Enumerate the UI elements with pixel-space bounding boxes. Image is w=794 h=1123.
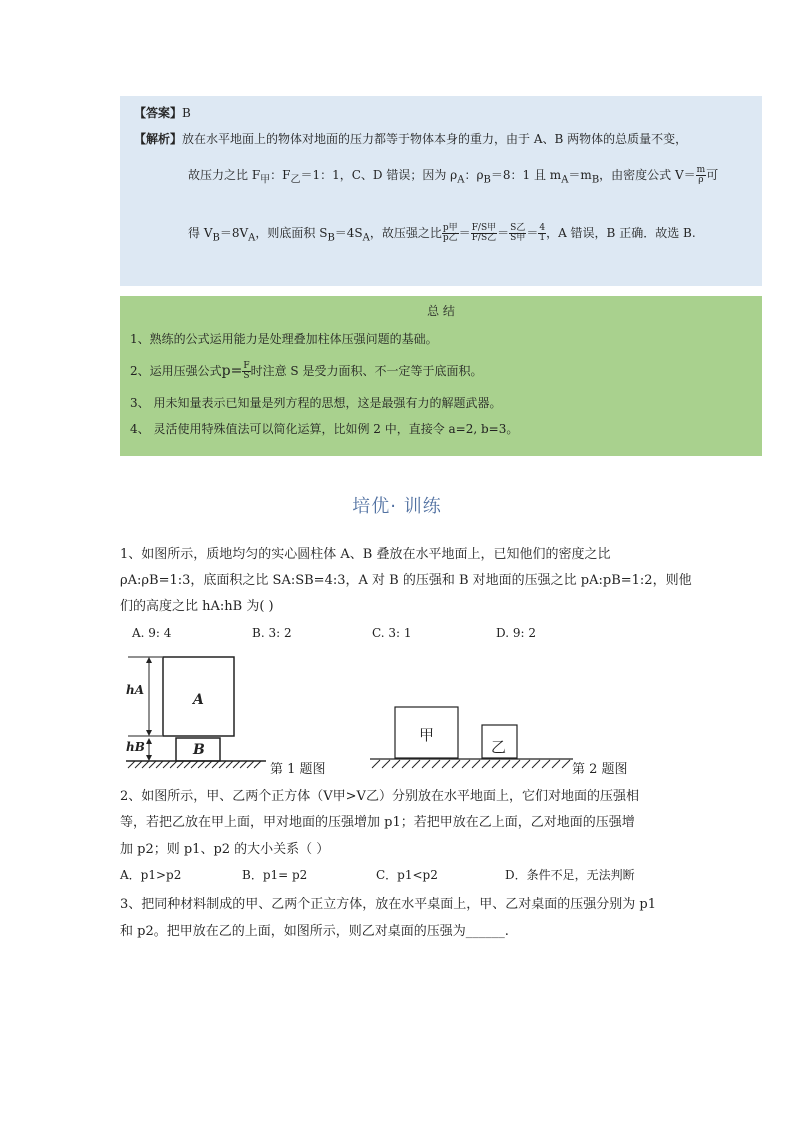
force-area-fraction (471, 224, 497, 243)
analysis-line-1 (134, 130, 687, 147)
analysis-text: ，A 错误，B 正确．故选 B. (546, 226, 696, 240)
q1-line-2: ρA:ρB=1:3，底面积之比 SA:SB=4:3，A 对 B 的压强和 B 对地面的压强之比 pA:pB=1:2，则他 (120, 573, 692, 588)
analysis-tag: 【解析】 (134, 132, 183, 146)
summary-item-2 (130, 362, 482, 381)
analysis-text: ＝8：1 且 m (490, 168, 562, 182)
analysis-line-2 (188, 166, 718, 185)
q1-option-c[interactable]: C. 3: 1 (372, 626, 412, 640)
summary-item-3: 3、 用未知量表示已知量是列方程的思想，这是最强有力的解题武器。 (130, 396, 502, 410)
summary-text: 时注意 S 是受力面积、不一定等于底面积。 (250, 364, 483, 378)
area-ratio-fraction (509, 224, 526, 243)
q2-line-3: 加 p2；则 p1、p2 的大小关系（ ） (120, 842, 330, 857)
label-ha: hA (126, 683, 145, 697)
label-a: A (193, 692, 204, 708)
q2-line-2: 等，若把乙放在甲上面，甲对地面的压强增加 p1；若把甲放在乙上面，乙对地面的压强增 (120, 815, 635, 830)
fraction-numerator: S乙 (510, 223, 526, 233)
fraction-numerator: p甲 (442, 223, 458, 233)
fraction-denominator: S (243, 371, 250, 381)
answer-tag: 【答案】 (134, 106, 183, 120)
analysis-text: ＝m (568, 168, 592, 182)
q2-line-1: 2、如图所示，甲、乙两个正方体（V甲>V乙）分别放在水平地面上，它们对地面的压强相 (120, 789, 639, 804)
q1-line-3: 们的高度之比 hA:hB 为( ) (120, 599, 274, 614)
subscript: A (561, 174, 569, 186)
fraction-denominator: ρ (698, 175, 704, 185)
subscript: A (248, 232, 256, 244)
analysis-text: ＝8V (219, 226, 249, 240)
fraction-numerator: 4 (539, 223, 546, 233)
pressure-formula-fraction (242, 362, 250, 381)
analysis-text-1: 放在水平地面上的物体对地面的压力都等于物体本身的重力，由于 A、B 两物体的总质量不变， (182, 132, 688, 146)
subscript: B (212, 232, 220, 244)
figure-2-label: 第 2 题图 (572, 762, 628, 777)
q2-option-b[interactable]: B．p1= p2 (242, 868, 308, 882)
figure-1-label: 第 1 题图 (270, 762, 326, 777)
analysis-text: ，故压强之比 (369, 226, 442, 240)
pressure-ratio-fraction (442, 224, 459, 243)
answer-line (134, 104, 191, 121)
ground-hatching (128, 761, 261, 768)
analysis-text: ＝1：1，C、D 错误；因为 ρ (300, 168, 458, 182)
analysis-text: ＝4S (334, 226, 363, 240)
subscript: B (327, 232, 335, 244)
q2-option-a[interactable]: A．p1>p2 (120, 868, 182, 882)
analysis-text: ，由密度公式 V＝ (599, 168, 696, 182)
label-b: B (193, 742, 205, 758)
subscript: B (591, 174, 600, 186)
formula-symbol: p= (221, 363, 243, 379)
fraction-numerator: F/S甲 (471, 223, 497, 233)
q2-option-d[interactable]: D．条件不足，无法判断 (505, 868, 635, 882)
result-fraction (538, 224, 546, 243)
answer-box (120, 96, 762, 286)
subscript: 乙 (290, 174, 301, 186)
label-jia: 甲 (419, 726, 435, 744)
fraction-numerator: m (696, 165, 706, 175)
q1-option-d[interactable]: D. 9: 2 (496, 626, 536, 640)
summary-item-1: 1、熟练的公式运用能力是处理叠加柱体压强问题的基础。 (130, 332, 438, 346)
summary-item-4: 4、 灵活使用特殊值法可以简化运算，比如例 2 中，直接令 a=2, b=3。 (130, 422, 519, 436)
summary-box (120, 296, 762, 456)
q2-option-c[interactable]: C．p1<p2 (376, 868, 438, 882)
summary-title: 总 结 (427, 304, 455, 318)
figure-1-diagram (120, 650, 320, 775)
label-yi: 乙 (491, 738, 507, 756)
equals-sign: ＝ (458, 226, 471, 240)
fraction-denominator: 1 (539, 233, 546, 243)
q3-line-2: 和 p2。把甲放在乙的上面，如图所示，则乙对桌面的压强为______. (120, 924, 509, 939)
section-title: 培优· 训练 (352, 496, 442, 517)
fraction-numerator: F (243, 361, 250, 371)
ground-hatching (372, 760, 570, 768)
q1-option-a[interactable]: A. 9: 4 (132, 626, 172, 640)
analysis-text: ：ρ (464, 168, 484, 182)
analysis-text: ：F (270, 168, 291, 182)
q3-line-1: 3、把同种材料制成的甲、乙两个正立方体，放在水平桌面上，甲、乙对桌面的压强分别为 p1 (120, 897, 656, 912)
subscript: B (483, 174, 491, 186)
figure-2-diagram (368, 700, 578, 775)
density-fraction (696, 166, 707, 185)
summary-text: 2、运用压强公式 (130, 364, 222, 378)
fraction-denominator: p乙 (442, 233, 458, 243)
analysis-line-3 (188, 224, 696, 243)
equals-sign: ＝ (497, 226, 510, 240)
analysis-text: 得 V (188, 226, 213, 240)
analysis-text: 可 (706, 168, 719, 182)
equals-sign: ＝ (526, 226, 539, 240)
fraction-denominator: F/S乙 (471, 233, 497, 243)
analysis-text: 故压力之比 F (188, 168, 261, 182)
label-hb: hB (126, 740, 145, 754)
answer-value: B (182, 106, 191, 120)
subscript: 甲 (260, 174, 271, 186)
subscript: A (362, 232, 370, 244)
subscript: A (457, 174, 465, 186)
analysis-text: ，则底面积 S (255, 226, 328, 240)
q1-line-1: 1、如图所示，质地均匀的实心圆柱体 A、B 叠放在水平地面上，已知他们的密度之比 (120, 547, 611, 562)
q1-option-b[interactable]: B. 3: 2 (252, 626, 292, 640)
fraction-denominator: S甲 (510, 233, 526, 243)
